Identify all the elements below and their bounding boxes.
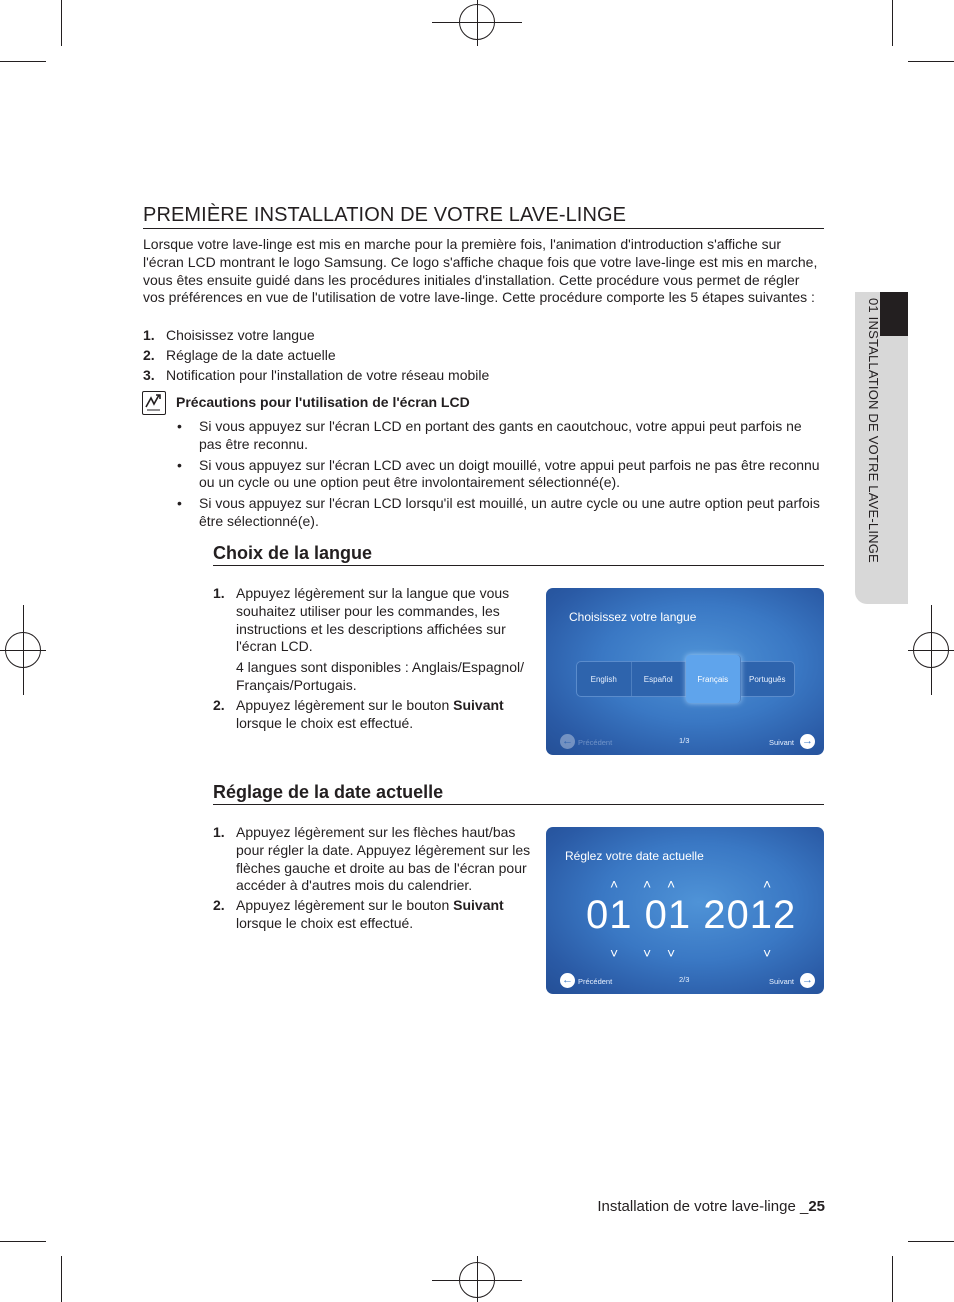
page-indicator: 1/3 bbox=[679, 736, 690, 745]
language-option-francais[interactable]: Français bbox=[686, 655, 741, 703]
date-instructions bbox=[213, 824, 538, 933]
crop-mark bbox=[0, 1241, 46, 1242]
list-item: 3. Notification pour l'installation de votre réseau mobile bbox=[143, 367, 490, 383]
list-item: 1. Appuyez légèrement sur les flèches haut/bas pour régler la date. Appuyez légèrement sur les flèches gauche et droite au bas de l'écran pour accéder à d'autres mois du calendrier. bbox=[213, 824, 531, 894]
next-button[interactable]: Suivant bbox=[769, 738, 795, 747]
lcd-footer bbox=[546, 968, 824, 994]
month-value: 01 bbox=[644, 893, 692, 937]
month-up-arrow[interactable]: ˄ bbox=[667, 876, 676, 892]
year-value: 2012 bbox=[703, 893, 797, 937]
crop-mark bbox=[61, 1256, 62, 1302]
day-up-arrow[interactable]: ˄ bbox=[610, 876, 619, 892]
language-selector bbox=[576, 661, 795, 697]
arrow-left-icon[interactable]: ← bbox=[562, 974, 573, 986]
month-down-arrow[interactable]: ˅ bbox=[643, 945, 652, 961]
chapter-side-label-box bbox=[866, 298, 886, 598]
registration-mark bbox=[23, 605, 24, 695]
section-title: PREMIÈRE INSTALLATION DE VOTRE LAVE-LINGE bbox=[143, 204, 824, 229]
date-lcd-screen bbox=[546, 827, 824, 994]
note-bullet-list bbox=[176, 418, 824, 534]
list-item: 1. Choisissez votre langue bbox=[143, 327, 315, 343]
crop-mark bbox=[908, 61, 954, 62]
day-value: 01 bbox=[586, 893, 633, 937]
language-option-portugues[interactable]: Português bbox=[749, 674, 786, 684]
chapter-side-label: 01 INSTALLATION DE VOTRE LAVE-LINGE bbox=[866, 298, 881, 563]
list-item: 2. Appuyez légèrement sur le bouton Suivant lorsque le choix est effectué. bbox=[213, 696, 504, 731]
arrow-left-icon[interactable]: ← bbox=[562, 735, 573, 747]
language-lcd-screen bbox=[546, 588, 824, 755]
arrow-right-icon[interactable]: → bbox=[802, 974, 813, 986]
year-down-arrow[interactable]: ˅ bbox=[763, 945, 772, 961]
list-item: 2. Appuyez légèrement sur le bouton Suivant lorsque le choix est effectué. bbox=[213, 897, 504, 931]
date-display bbox=[586, 893, 796, 938]
month-down-arrow[interactable]: ˅ bbox=[667, 945, 676, 961]
arrow-right-icon[interactable]: → bbox=[802, 735, 813, 747]
list-item: 1. Appuyez légèrement sur la langue que vous souhaitez utiliser pour les commandes, les instructions et les descriptions affichées sur l'écran LCD. bbox=[213, 585, 510, 655]
note-pencil-icon bbox=[142, 391, 166, 415]
language-instructions bbox=[213, 585, 538, 732]
language-availability: 4 langues sont disponibles : Anglais/Espagnol/ Français/Portugais. bbox=[236, 659, 524, 693]
registration-mark bbox=[477, 0, 478, 46]
previous-button[interactable]: Précédent bbox=[578, 977, 613, 986]
list-item: • Si vous appuyez sur l'écran LCD avec un doigt mouillé, votre appui peut parfois ne pas être reconnu ou un cycle ou une option peut être involontairement sélectionné(e). bbox=[177, 456, 820, 491]
footer-text: Installation de votre lave-linge _ bbox=[597, 1198, 809, 1215]
intro-paragraph: Lorsque votre lave-linge est mis en marche pour la première fois, l'animation d'introduction s'affiche sur l'écran LCD montrant le logo Samsung. Ce logo s'affiche chaque fois que votre lave-linge est mis en marche, vous êtes ensuite guidé dans les procédures initiales d'installation. Cette procédure vous permet de régler vos préférences en vue de l'utilisation de votre lave-linge. Cette procédure comporte les 5 étapes suivantes : bbox=[143, 236, 818, 306]
lcd-title: Réglez votre date actuelle bbox=[565, 849, 704, 863]
registration-mark bbox=[931, 605, 932, 695]
crop-mark bbox=[892, 0, 893, 46]
registration-mark bbox=[477, 1256, 478, 1302]
day-down-arrow[interactable]: ˅ bbox=[610, 945, 619, 961]
crop-mark bbox=[892, 1256, 893, 1302]
language-heading: Choix de la langue bbox=[213, 543, 824, 566]
page-indicator: 2/3 bbox=[679, 975, 690, 984]
month-up-arrow[interactable]: ˄ bbox=[643, 876, 652, 892]
list-item: • Si vous appuyez sur l'écran LCD en portant des gants en caoutchouc, votre appui peut parfois ne pas être reconnu. bbox=[177, 418, 802, 452]
note-title: Précautions pour l'utilisation de l'écran LCD bbox=[176, 394, 470, 410]
crop-mark bbox=[61, 0, 62, 46]
language-option-english[interactable]: English bbox=[577, 662, 632, 696]
page-footer bbox=[597, 1198, 825, 1215]
year-up-arrow[interactable]: ˄ bbox=[763, 876, 772, 892]
setup-steps-list bbox=[143, 326, 823, 386]
page-number: 25 bbox=[808, 1198, 825, 1215]
crop-mark bbox=[908, 1241, 954, 1242]
lcd-footer bbox=[546, 729, 824, 755]
next-button[interactable]: Suivant bbox=[769, 977, 795, 986]
previous-button[interactable]: Précédent bbox=[578, 738, 613, 747]
list-item: 2. Réglage de la date actuelle bbox=[143, 347, 336, 363]
lcd-title: Choisissez votre langue bbox=[569, 610, 697, 624]
language-option-espanol[interactable]: Español bbox=[632, 662, 687, 696]
date-heading: Réglage de la date actuelle bbox=[213, 782, 824, 805]
list-item: • Si vous appuyez sur l'écran LCD lorsqu'il est mouillé, un autre cycle ou une autre option peut parfois être sélectionné(e). bbox=[177, 495, 820, 529]
crop-mark bbox=[0, 61, 46, 62]
